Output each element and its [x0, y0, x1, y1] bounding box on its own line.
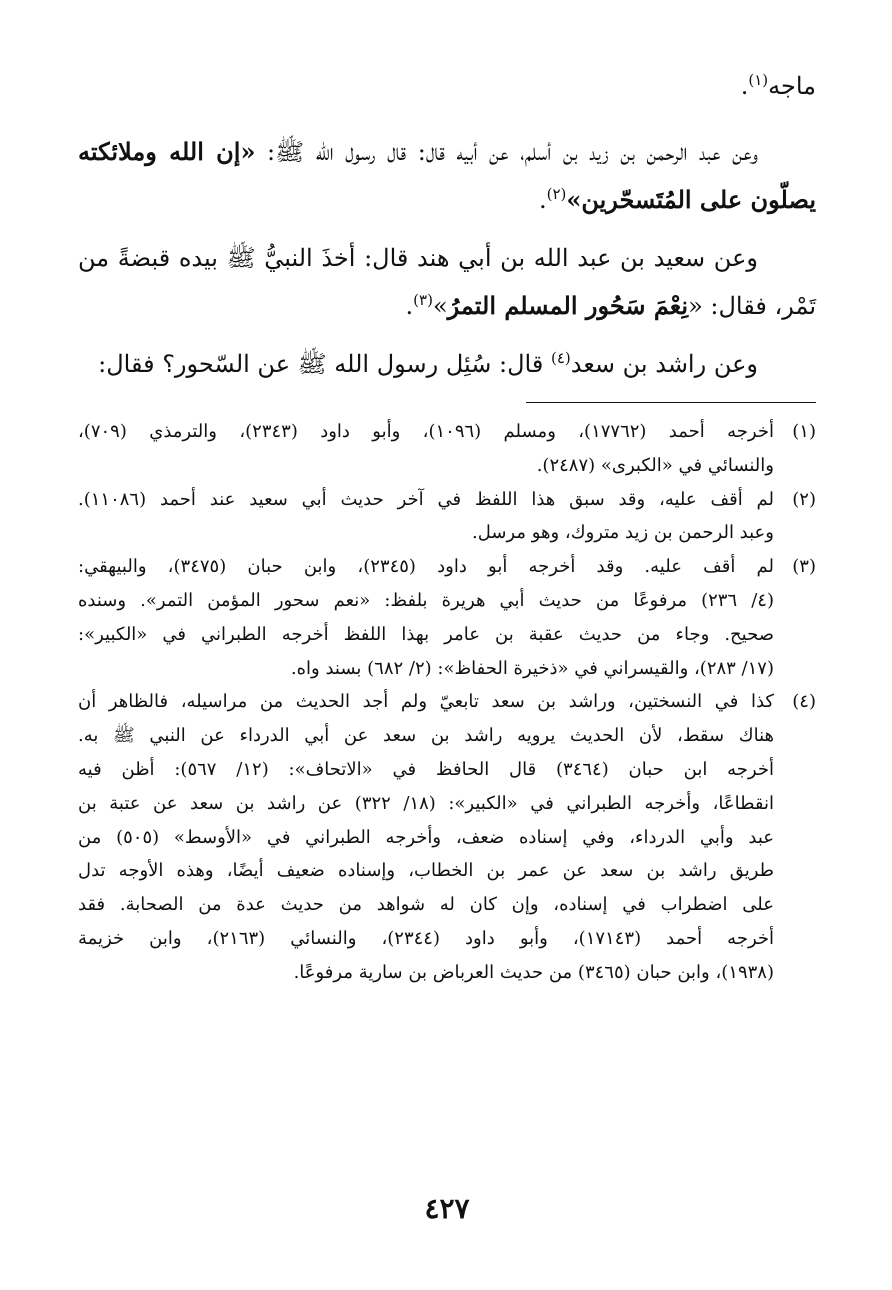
- hadith-quote-2: نِعْمَ سَحُور المسلم التمرُ: [447, 291, 689, 320]
- footnote-line: على اضطراب في إسناده، وإن كان له شواهد من حديث عدة من الصحابة. فقد: [78, 894, 774, 916]
- paragraph-4: [78, 340, 816, 388]
- footnote-line: أخرجه ابن حبان (٣٤٦٤) قال الحافظ في «الاتحاف»: (١٢/ ٥٦٧): أظن فيه: [78, 758, 774, 780]
- paragraph-4-text-after: قال: سُئِل رسول الله ﷺ عن السّحور؟ فقال:: [98, 350, 551, 378]
- footnote-3: [78, 550, 816, 685]
- page-number: ٤٢٧: [424, 1192, 470, 1225]
- footnotes: [78, 415, 816, 990]
- hadith-quote-1: «إن الله وملائكته يصلّون على المُتَسحّرين»: [78, 137, 816, 214]
- footnote-line: عبد وأبي الدرداء، وفي إسناده ضعف، وأخرجه الطبراني في «الأوسط» (٥٠٥) من: [78, 826, 774, 848]
- footnote-line: انقطاعًا، وأخرجه الطبراني في «الكبير»: (١٨/ ٣٢٢) عن راشد بن سعد عن عتبة بن: [78, 792, 774, 814]
- footnote-line: لم أقف عليه، وقد سبق هذا اللفظ في آخر حديث أبي سعيد عند أحمد (١١٠٨٦).: [78, 488, 774, 510]
- paragraph-3: وعن سعيد بن عبد الله بن أبي هند قال: أخذَ النبيُّ ﷺ بيده قبضةً من تَمْر، فقال: «نِعْمَ سَحُور المسلم التمرُ»$^{(٣)}$.: [78, 244, 816, 320]
- footnote-line: كذا في النسختين، وراشد بن سعد تابعيّ ولم أجد الحديث من مراسيله، فالظاهر أن: [78, 691, 774, 713]
- paragraph-4-text-before: وعن راشد بن سعد: [570, 350, 758, 378]
- footnote-number: (٤): [792, 691, 816, 713]
- paragraph-2: وعن عبد الرحمن بن زيد بن أسلم، عن أبيه قال: قال رسول الله ﷺ: «إن الله وملائكته يصلّون على المُتَسحّرين»$^{(٢)}$.: [78, 137, 816, 214]
- main-text: [78, 62, 816, 388]
- footnote-line: (١٧/ ٢٨٣)، والقيسراني في «ذخيرة الحفاظ»: (٢/ ٦٨٢) بسند واه.: [290, 657, 774, 679]
- footnote-body: [78, 415, 774, 483]
- footnote-line: لم أقف عليه. وقد أخرجه أبو داود (٢٣٤٥)، وابن حبان (٣٤٧٥)، والبيهقي:: [78, 556, 774, 578]
- footnote-number: (٢): [792, 488, 816, 510]
- footnote-line: صحيح. وجاء من حديث عقبة بن عامر بهذا اللفظ أخرجه الطبراني في «الكبير»:: [78, 623, 774, 645]
- paragraph-3-text: وعن سعيد بن عبد الله بن أبي هند قال: أخذَ النبيُّ ﷺ بيده قبضةً من تَمْر، فقال: «: [78, 244, 816, 320]
- footnote-line: وعبد الرحمن بن زيد متروك، وهو مرسل.: [472, 522, 774, 544]
- footnote-ref-2: (٢): [546, 185, 567, 203]
- footnote-body: [78, 685, 774, 989]
- footnote-4: [78, 685, 816, 989]
- footnote-line: (٤/ ٢٣٦) مرفوعًا من حديث أبي هريرة بلفظ: «نعم سحور المؤمن التمر». وسنده: [78, 589, 774, 611]
- footnote-line: طريق راشد بن سعد عن عمر بن الخطاب، وإسناده ضعيف أيضًا، وهذه الأوجه تدل: [78, 860, 774, 882]
- paragraph-2-text: وعن عبد الرحمن بن زيد بن أسلم، عن أبيه قال: قال رسول الله ﷺ:: [267, 138, 758, 166]
- footnote-ref-3: (٣): [413, 291, 433, 309]
- footnote-line: هناك سقط، لأن الحديث يرويه راشد بن سعد عن أبي الدرداء عن النبي ﷺ به.: [78, 725, 774, 747]
- footnote-2: [78, 483, 816, 551]
- paragraph-1-text: ماجه: [768, 72, 816, 100]
- footnote-ref-4: (٤): [550, 349, 571, 367]
- footnote-body: [78, 550, 774, 685]
- footnote-line: أخرجه أحمد (١٧٧٦٢)، ومسلم (١٠٩٦)، وأبو داود (٢٣٤٣)، والترمذي (٧٠٩)،: [78, 421, 774, 442]
- footnote-number: (١): [792, 421, 816, 442]
- footnote-number: (٣): [792, 556, 816, 578]
- footnote-line: والنسائي في «الكبرى» (٢٤٨٧).: [536, 454, 774, 476]
- footnote-ref-1: (١): [748, 71, 769, 89]
- footnote-line: أخرجه أحمد (١٧١٤٣)، وأبو داود (٢٣٤٤)، والنسائي (٢١٦٣)، وابن خزيمة: [78, 927, 775, 949]
- footnote-1: [78, 415, 816, 483]
- footnote-body: [78, 483, 774, 551]
- paragraph-3-quote-close: »: [432, 292, 448, 320]
- book-page: [78, 62, 816, 1242]
- paragraph-1: ماجه$^{(١)}$.: [740, 71, 816, 100]
- footnote-divider: [526, 402, 816, 403]
- footnote-line: (١٩٣٨)، وابن حبان (٣٤٦٥) من حديث العرباض بن سارية مرفوعًا.: [293, 961, 774, 983]
